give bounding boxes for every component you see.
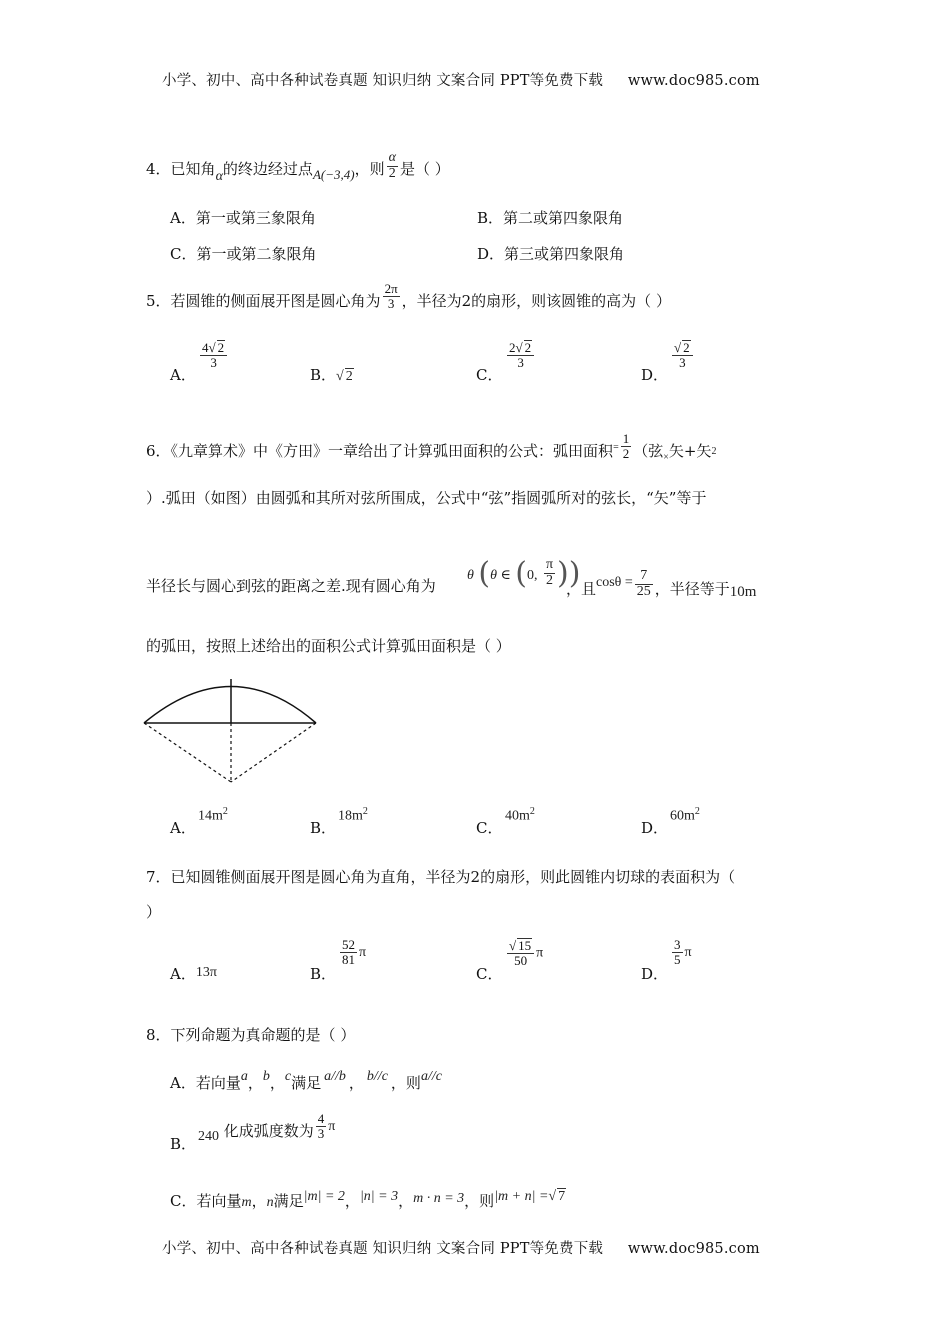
question-7-line-1: 7．已知圆锥侧面展开图是圆心角为直角，半径为2的扇形，则此圆锥内切球的表面积为（ <box>146 868 736 886</box>
q6-option-d[interactable]: D． <box>641 819 669 837</box>
q8-number: 8． <box>146 1026 171 1044</box>
arc-curve <box>144 687 316 724</box>
q5-option-c-value: $\frac{2√ 2}{3}$ <box>507 340 534 369</box>
question-6-line-2: ）.弧田（如图）由圆弧和其所对弦所围成，公式中“弦”指圆弧所对的弦长，“矢”等于 <box>146 489 707 507</box>
q7-option-a[interactable]: A．13π <box>170 965 217 983</box>
q6-option-d-value: $60m^2$ <box>670 806 700 824</box>
q7-option-d[interactable]: D． <box>641 965 669 983</box>
question-5-stem <box>146 281 671 316</box>
q6-line-3-cont: ，且cosθ = $\frac{7}{25}$ ，半径等于10m <box>566 568 757 601</box>
q6-half-fraction: $\frac{1}{2}$ <box>622 431 630 461</box>
q4-fraction: $\frac{\alpha}{2}$ <box>388 150 396 181</box>
q7-option-c[interactable]: C． <box>476 965 503 983</box>
q6-option-b-value: $18m^2$ <box>338 806 368 824</box>
q4-point: A(−3,4) <box>312 167 355 183</box>
q4-text-1: 已知角 <box>170 160 216 179</box>
q5-option-b[interactable]: B．√ 2 <box>310 366 353 384</box>
q4-option-c[interactable]: C．第一或第二象限角 <box>170 245 317 263</box>
q5-text-2: ，半径为2的扇形，则该圆锥的高为（ ） <box>401 292 671 311</box>
q5-option-c[interactable]: C． <box>476 366 503 384</box>
q8-option-c[interactable]: C．若向量m，n满足|m| = 2，|n| = 3，m · n = 3，则|m + n| =√ 7 <box>170 1189 566 1210</box>
page-header <box>162 69 760 90</box>
q8-option-a[interactable]: A．若向量a，b，c满足 a//b ， b//c ，则a//c <box>170 1069 442 1092</box>
q5-option-a[interactable]: A． <box>170 366 196 384</box>
q4-alpha: α <box>215 169 223 185</box>
question-7-line-2: ） <box>146 903 162 921</box>
question-8-stem: 8．下列命题为真命题的是（ ） <box>146 1026 356 1044</box>
q7-option-c-value: $\frac{√ 15}{50}$ π <box>509 938 544 968</box>
radius-left-dashed <box>144 723 231 782</box>
footer-url[interactable]: www.doc985.com <box>627 1241 760 1257</box>
q4-text-3: ，则 <box>354 160 385 179</box>
q4-number: 4． <box>146 160 171 179</box>
q5-fraction: $\frac{2\pi}{3}$ <box>384 281 398 311</box>
q5-number: 5． <box>146 292 171 311</box>
question-4-stem <box>146 150 450 185</box>
q4-text-4: 是（ ） <box>399 160 450 179</box>
question-6-line-1: 6．《九章算术》中《方田》一章给出了计算弧田面积的公式：弧田面积= $\frac{1}{2}$ （弦$_\times$矢+矢2 <box>146 431 717 464</box>
q5-option-a-value: $\frac{4√ 2}{3}$ <box>200 340 227 369</box>
q7-option-b-value: $\frac{52}{81}$ π <box>342 937 367 967</box>
arc-field-figure <box>140 672 325 790</box>
q5-text-1: 若圆锥的侧面展开图是圆心角为 <box>170 292 381 311</box>
q6-option-b[interactable]: B． <box>310 819 337 837</box>
q6-theta-interval: θ (θ ∈ (0, $\frac{\pi}{2}$ )) <box>467 556 581 591</box>
q6-option-c-value: $40m^2$ <box>505 806 535 824</box>
q8-option-b[interactable]: B． <box>170 1135 197 1153</box>
header-text: 小学、初中、高中各种试卷真题 知识归纳 文案合同 PPT等免费下载 <box>162 73 604 89</box>
header-url[interactable]: www.doc985.com <box>627 73 760 89</box>
q6-option-a-value: $14m^2$ <box>198 806 228 824</box>
radius-right-dashed <box>231 723 316 782</box>
q7-option-b[interactable]: B． <box>310 965 337 983</box>
q8-option-b-content: 240 化成弧度数为 $\frac{4}{3}$ π <box>198 1111 336 1145</box>
q6-option-c[interactable]: C． <box>476 819 503 837</box>
q5-option-d[interactable]: D． <box>641 366 669 384</box>
page-footer <box>162 1237 760 1258</box>
question-6-line-3: 半径长与圆心到弦的距离之差.现有圆心角为 <box>146 577 436 595</box>
q4-option-b[interactable]: B．第二或第四象限角 <box>477 209 624 227</box>
q7-option-d-value: $\frac{3}{5}$ π <box>674 937 692 967</box>
footer-text: 小学、初中、高中各种试卷真题 知识归纳 文案合同 PPT等免费下载 <box>162 1241 604 1257</box>
q5-option-d-value: $\frac{√ 2}{3}$ <box>672 340 693 369</box>
q4-option-a[interactable]: A．第一或第三象限角 <box>170 209 316 227</box>
q6-number: 6． <box>146 442 171 461</box>
question-6-line-4: 的弧田，按照上述给出的面积公式计算弧田面积是（ ） <box>146 637 511 655</box>
q6-option-a[interactable]: A． <box>170 819 196 837</box>
q4-text-2: 的终边经过点 <box>222 160 313 179</box>
q7-number: 7． <box>146 868 171 886</box>
q4-option-d[interactable]: D．第三或第四象限角 <box>477 245 625 263</box>
